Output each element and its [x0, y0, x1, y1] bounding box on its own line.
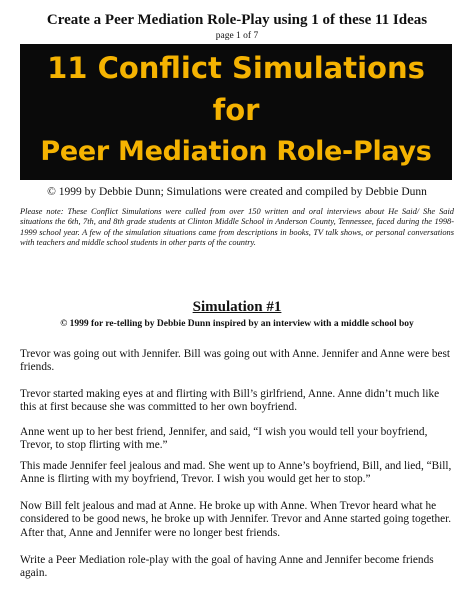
- banner-line-1: 11 Conflict Simulations: [47, 51, 425, 85]
- simulation-title: Simulation #1: [192, 299, 282, 315]
- banner-line-3: Peer Mediation Role-Plays: [40, 136, 432, 167]
- story-paragraph-4: This made Jennifer feel jealous and mad. She went up to Anne’s boyfriend, Bill, and lied, “Bill, Anne is flirting with my boyfriend, Trevor. I wish you would get her to stop.”: [20, 460, 452, 486]
- title-banner: [20, 44, 452, 180]
- please-note-paragraph: Please note: These Conflict Simulations were culled from over 150 written and oral interviews about He Said/ She Said situations the 6th, 7th, and 8th grade students at Clinton Middle School in Anderson County, Tennessee, faced during the 1998-1999 school year. A few of the simulation situations came from descriptions in books, TV talk shows, or personal conversations with teachers and middle school students in other parts of the country.: [20, 207, 454, 247]
- simulation-credit: © 1999 for re-telling by Debbie Dunn inspired by an interview with a middle school boy: [60, 319, 414, 329]
- copyright-line: © 1999 by Debbie Dunn; Simulations were created and compiled by Debbie Dunn: [47, 186, 427, 198]
- writing-prompt: Write a Peer Mediation role-play with the goal of having Anne and Jennifer become friends again.: [20, 554, 434, 580]
- story-paragraph-5: Now Bill felt jealous and mad at Anne. He broke up with Anne. When Trevor heard what he considered to be good news, he broke up with Jennifer. Trevor and Anne started going together. After that, Anne and Jennifer were no longer best friends.: [20, 500, 452, 539]
- story-paragraph-3: Anne went up to her best friend, Jennifer, and said, “I wish you would tell your boyfriend, Trevor, to stop flirting with me.”: [20, 426, 428, 452]
- page-number: page 1 of 7: [215, 31, 259, 41]
- banner-line-2: for: [212, 93, 260, 127]
- document-header-title: Create a Peer Mediation Role-Play using 1 of these 11 Ideas: [46, 12, 428, 28]
- story-paragraph-1: Trevor was going out with Jennifer. Bill was going out with Anne. Jennifer and Anne were best friends.: [20, 348, 451, 374]
- story-paragraph-2: Trevor started making eyes at and flirting with Bill’s girlfriend, Anne. Anne didn’t much like this at first because she was committed to her own boyfriend.: [20, 388, 440, 414]
